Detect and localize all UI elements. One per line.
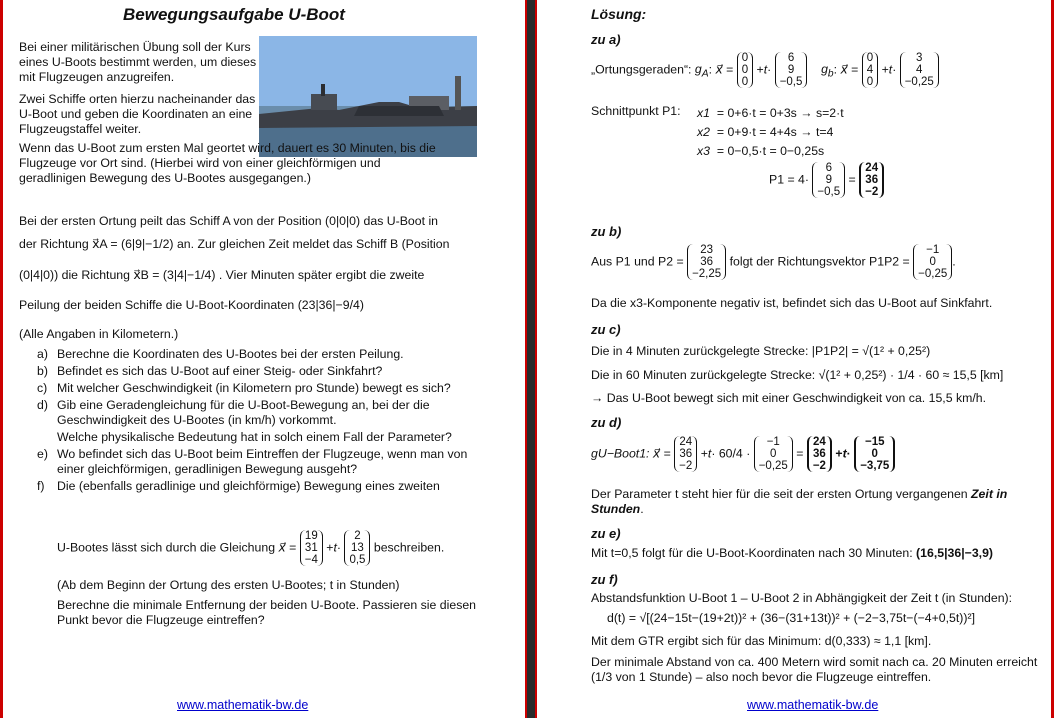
strecke-4min: Die in 4 Minuten zurückgelegte Strecke: |P1P2| = √(1² + 0,25²): [591, 344, 931, 358]
intro-paragraph-2: Zwei Schiffe orten hierzu nacheinander das U-Boot und geben die Koordinaten an eine Flugzeugstaffel weiter.: [19, 92, 256, 136]
schnittpunkt-system: [697, 104, 1027, 161]
sinkfahrt-text: Da die x3-Komponente negativ ist, befindet sich das U-Boot auf Sinkfahrt.: [591, 296, 993, 310]
minimal-abstand-text: Der minimale Abstand von ca. 400 Metern wird somit nach ca. 20 Minuten erreicht (1/3 von 1 Stunde) – also noch bevor die Flugzeuge eintreffen.: [591, 655, 1038, 684]
equation-row: x3 = 0−0,5·t = 0−0,25s: [697, 144, 825, 158]
task-item: Welche physikalische Bedeutung hat in solch einem Fall der Parameter?: [57, 430, 452, 444]
coordinates-second: (23|36|−9/4): [297, 298, 364, 312]
task-item: e) Wo befindet sich das U-Boot beim Eintreffen der Flugzeuge, wenn man von einer gleichförmigen, geradlinigen Bewegung ausgeht?: [37, 447, 468, 476]
footer-link[interactable]: www.mathematik-bw.de: [177, 698, 309, 712]
solution-page: [535, 0, 1054, 718]
equation-row: x1 = 0+6·t = 0+3s → s=2·t: [697, 106, 844, 120]
task-item: d) Gib eine Geradengleichung für die U-Boot-Bewegung an, bei der die Geschwindigkeit des U-Bootes (in km/h) vorkommt.: [37, 398, 430, 427]
intro-paragraph-1: Bei einer militärischen Übung soll der Kurs eines U-Boots bestimmt werden, um dieses mit Flugzeugen anzugreifen.: [19, 40, 257, 84]
task-f-note: (Ab dem Beginn der Ortung des ersten U-Bootes; t in Stunden): [57, 578, 400, 592]
ortung-line-3: (0|4|0)) die Richtung x⃗B = (3|4|−1/4) . Vier Minuten später ergibt die zweite: [19, 268, 425, 282]
units-note: (Alle Angaben in Kilometern.): [19, 327, 179, 341]
task-f-equation: U-Bootes lässt sich durch die Gleichung x⃗ = 19 31 −4 +t· 2 13 0,5 beschreiben.: [57, 530, 445, 566]
task-f-question: Berechne die minimale Entfernung der beiden U-Boote. Passieren sie diesen Punkt bevor die Flugzeuge eintreffen?: [57, 598, 477, 627]
section-b-heading: zu b): [591, 224, 622, 239]
section-f-heading: zu f): [591, 572, 618, 587]
task-item: b) Befindet es sich das U-Boot auf einer Steig- oder Sinkfahrt?: [37, 364, 383, 378]
submarine-photo: [259, 36, 477, 157]
strecke-60min: Die in 60 Minuten zurückgelegte Strecke: √(1² + 0,25²) · 1/4 · 60 ≈ 15,5 [km]: [591, 368, 1004, 382]
geradengleichung-d: gU−Boot1: x⃗ = 24 36 −2 +t· 60/4 · −1 0 −0,25 = 24 36 −2 +t· −15 0 −3,75: [591, 436, 1051, 472]
section-e-heading: zu e): [591, 526, 621, 541]
equation-row: x2 = 0+9·t = 4+4s → t=4: [697, 125, 834, 139]
abstandsfunktion-label: Abstandsfunktion U-Boot 1 – U-Boot 2 in Abhängigkeit der Zeit t (in Stunden):: [591, 591, 1013, 605]
abstandsfunktion-formula: d(t) = √[(24−15t−(19+2t))² + (36−(31+13t))² + (−2−3,75t−(−4+0,5t))²]: [607, 611, 975, 625]
task-list: [37, 347, 485, 496]
intro-paragraph-3: Wenn das U-Boot zum ersten Mal geortet wird, dauert es 30 Minuten, bis die Flugzeuge vor Ort sind. (Hierbei wird von einer gleichförmigen und geradlinigen Bewegung des U-Bootes ausgegangen.): [19, 141, 436, 185]
ortung-line-2: der Richtung x⃗A = (6|9|−1/2) an. Zur gleichen Zeit meldet das Schiff B (Position: [19, 237, 450, 251]
ortung-line-1: Bei der ersten Ortung peilt das Schiff A von der Position (0|0|0) das U-Boot in: [19, 214, 439, 228]
ortung-line-4: Peilung der beiden Schiffe die U-Boot-Koordinaten (23|36|−9/4): [19, 298, 364, 312]
solution-title: Lösung:: [591, 6, 647, 22]
task-item: c) Mit welcher Geschwindigkeit (in Kilometern pro Stunde) bewegt es sich?: [37, 381, 451, 395]
schnittpunkt-label: Schnittpunkt P1:: [591, 104, 681, 118]
task-item: f) Die (ebenfalls geradlinige und gleichförmige) Bewegung eines zweiten: [37, 479, 440, 493]
parameter-meaning: Der Parameter t steht hier für die seit der ersten Ortung vergangenen Zeit in Stunden.: [591, 487, 1008, 516]
page-gutter: [527, 0, 535, 718]
footer-link[interactable]: www.mathematik-bw.de: [747, 698, 879, 712]
section-d-heading: zu d): [591, 415, 622, 430]
page-title: Bewegungsaufgabe U-Boot: [123, 5, 345, 24]
richtungsvektor-line: Aus P1 und P2 = 23 36 −2,25 folgt der Richtungsvektor P1P2 = −1 0 −0,25 .: [591, 244, 956, 280]
task-item: a) Berechne die Koordinaten des U-Bootes bei der ersten Peilung.: [37, 347, 404, 361]
ortungsgeraden: „Ortungsgeraden“: $g_A$: x⃗ = 0 0 0 +t· 6 9 −0,5 $g_b$: x⃗ = 0 4 0 +t· 3 4 −0,25: [591, 52, 1051, 88]
geschwindigkeit-text: → Das U-Boot bewegt sich mit einer Geschwindigkeit von ca. 15,5 km/h.: [591, 391, 987, 405]
section-c-heading: zu c): [591, 322, 621, 337]
vector-b: x⃗B = (3|4|−1/4): [133, 268, 216, 282]
gtr-minimum: Mit dem GTR ergibt sich für das Minimum: d(0,333) ≈ 1,1 [km].: [591, 634, 932, 648]
section-a-heading: zu a): [591, 32, 621, 47]
p1-result: P1 = 4· 6 9 −0,5 = 24 36 −2: [769, 162, 884, 198]
position-after-30min: Mit t=0,5 folgt für die U-Boot-Koordinaten nach 30 Minuten: (16,5|36|−3,9): [591, 546, 994, 560]
vector-a: x⃗A = (6|9|−1/2): [92, 237, 174, 251]
